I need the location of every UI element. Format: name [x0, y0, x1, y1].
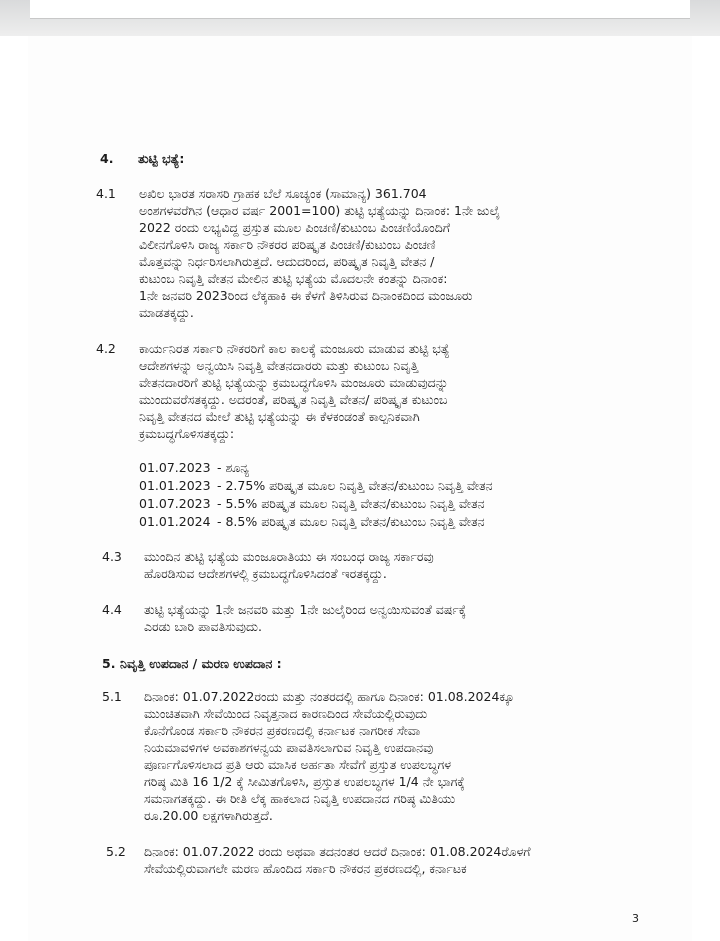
paragraph-line: ಕ್ರಮಬದ್ಧಗೊಳಿಸತಕ್ಕದ್ದು: [139, 426, 235, 441]
paragraph-number: 5.1 [102, 689, 122, 704]
paragraph-line: ಗರಿಷ್ಠ ಮಿತಿ 16 1/2 ಕ್ಕೆ ಸೀಮಿತಗೊಳಿಸಿ, ಪ್ರಸ್ತುತ ಉಪಲಬ್ಧಗಳ 1/4 ನೇ ಭಾಗಕ್ಕೆ [144, 774, 465, 789]
paragraph-line: 2022 ರಂದು ಲಭ್ಯವಿದ್ದ ಪ್ರಸ್ತುತ ಮೂಲ ಪಿಂಚಣಿ/ಕುಟುಂಬ ಪಿಂಚಣಿಯೊಂದಿಗೆ [139, 220, 451, 235]
paragraph-line: ರೂ.20.00 ಲಕ್ಷಗಳಾಗಿರುತ್ತದೆ. [144, 808, 273, 823]
paragraph-line: ಮೊತ್ತವನ್ನು ನಿರ್ಧರಿಸಲಾಗಿರುತ್ತದೆ. ಆದುದರಿಂದ, ಪರಿಷ್ಕೃತ ನಿವೃತ್ತಿ ವೇತನ / [139, 254, 435, 269]
paragraph-number: 4.4 [102, 602, 122, 617]
schedule-row [139, 478, 493, 494]
paragraph-line: 1ನೇ ಜನವರಿ 2023ರಿಂದ ಲೆಕ್ಕಹಾಕಿ ಈ ಕೆಳಗೆ ತಿಳಿಸಿರುವ ದಿನಾಂಕದಿಂದ ಮಂಜೂರು [139, 288, 473, 303]
schedule-text: - ಶೂನ್ಯ [217, 460, 249, 475]
paragraph-line: ನಿವೃತ್ತಿ ವೇತನದ ಮೇಲೆ ತುಟ್ಟಿ ಭತ್ಯೆಯನ್ನು ಈ ಕೆಳಕಂಡಂತೆ ಕಾಲ್ಪನಿಕವಾಗಿ [139, 409, 420, 424]
paragraph-line: ಆದೇಶಗಳನ್ನು ಅನ್ವಯಿಸಿ ನಿವೃತ್ತಿ ವೇತನದಾರರು ಮತ್ತು ಕುಟುಂಬ ನಿವೃತ್ತಿ [139, 358, 419, 373]
paragraph-line: ಹೊರಡಿಸುವ ಆದೇಶಗಳಲ್ಲಿ ಕ್ರಮಬದ್ಧಗೊಳಿಸಿದಂತೆ ಇರತಕ್ಕದ್ದು. [144, 566, 387, 581]
paragraph-line: ಮುಂಚಿತವಾಗಿ ಸೇವೆಯಿಂದ ನಿವೃತ್ತನಾದ ಕಾರಣದಿಂದ ಸೇವೆಯಲ್ಲಿರುವುದು [144, 706, 428, 721]
paragraph-line: ಪೂರ್ಣಗೊಳಿಸಲಾದ ಪ್ರತಿ ಆರು ಮಾಸಿಕ ಅರ್ಹತಾ ಸೇವೆಗೆ ಪ್ರಸ್ತುತ ಉಪಲಬ್ಧಗಳ [144, 757, 451, 772]
section-title: ತುಟ್ಟಿ ಭತ್ಯೆ: [138, 151, 185, 166]
paragraph-number: 4.2 [96, 341, 116, 356]
paragraph-number: 5.2 [106, 844, 126, 859]
paragraph-line: ಮುಂದಿನ ತುಟ್ಟಿ ಭತ್ಯೆಯ ಮಂಜೂರಾತಿಯು ಈ ಸಂಬಂಧ ರಾಜ್ಯ ಸರ್ಕಾರವು [144, 549, 434, 564]
paragraph-line: ದಿನಾಂಕ: 01.07.2022 ರಂದು ಅಥವಾ ತದನಂತರ ಆದರೆ ದಿನಾಂಕ: 01.08.2024ರೊಳಗೆ [144, 844, 531, 859]
paragraph-line: ಸಮನಾಗತಕ್ಕದ್ದು. ಈ ರೀತಿ ಲೆಕ್ಕ ಹಾಕಲಾದ ನಿವೃತ್ತಿ ಉಪದಾನದ ಗರಿಷ್ಠ ಮಿತಿಯು [144, 791, 456, 806]
paragraph-line: ವೇತನದಾರರಿಗೆ ತುಟ್ಟಿ ಭತ್ಯೆಯನ್ನು ಕ್ರಮಬದ್ಧಗೊಳಿಸಿ ಮಂಜೂರು ಮಾಡುವುದನ್ನು [139, 375, 449, 390]
section-number: 5. [102, 656, 116, 671]
paragraph-line: ಎರಡು ಬಾರಿ ಪಾವತಿಸುವುದು. [144, 619, 262, 634]
schedule-row [139, 460, 249, 476]
paragraph-line: ನಿಯಮಾವಳಿಗಳ ಅವಕಾಶಗಳನ್ವಯ ಪಾವತಿಸಲಾಗುವ ನಿವೃತ್ತಿ ಉಪದಾನವು [144, 740, 434, 755]
schedule-text: - 2.75% ಪರಿಷ್ಕೃತ ಮೂಲ ನಿವೃತ್ತಿ ವೇತನ/ಕುಟುಂಬ ನಿವೃತ್ತಿ ವೇತನ [217, 478, 493, 493]
page-number: 3 [632, 912, 639, 925]
paragraph-line: ಅಖಿಲ ಭಾರತ ಸರಾಸರಿ ಗ್ರಾಹಕ ಬೆಲೆ ಸೂಚ್ಯಂಕ (ಸಾಮಾನ್ಯ) 361.704 [139, 186, 427, 201]
paragraph-line: ಸೇವೆಯಲ್ಲಿರುವಾಗಲೇ ಮರಣ ಹೊಂದಿದ ಸರ್ಕಾರಿ ನೌಕರನ ಪ್ರಕರಣದಲ್ಲಿ, ಕರ್ನಾಟಕ [144, 861, 467, 876]
previous-page-edge [30, 0, 690, 19]
document-page [28, 36, 692, 941]
paragraph-line: ದಿನಾಂಕ: 01.07.2022ರಂದು ಮತ್ತು ನಂತರದಲ್ಲಿ ಹಾಗೂ ದಿನಾಂಕ: 01.08.2024ಕ್ಕೂ [144, 689, 515, 704]
paragraph-line: ಮಾಡತಕ್ಕದ್ದು. [139, 305, 194, 320]
section-number: 4. [100, 151, 114, 166]
schedule-text: - 5.5% ಪರಿಷ್ಕೃತ ಮೂಲ ನಿವೃತ್ತಿ ವೇತನ/ಕುಟುಂಬ ನಿವೃತ್ತಿ ವೇತನ [217, 496, 485, 511]
paragraph-number: 4.1 [96, 186, 116, 201]
viewer-top-strip [0, 0, 720, 36]
paragraph-line: ಕುಟುಂಬ ನಿವೃತ್ತಿ ವೇತನ ಮೇಲಿನ ತುಟ್ಟಿ ಭತ್ಯೆಯ ಮೊದಲನೇ ಕಂತನ್ನು ದಿನಾಂಕ: [139, 271, 448, 286]
schedule-row [139, 514, 485, 530]
paragraph-line: ಕಾರ್ಯನಿರತ ಸರ್ಕಾರಿ ನೌಕರರಿಗೆ ಕಾಲ ಕಾಲಕ್ಕೆ ಮಂಜೂರು ಮಾಡುವ ತುಟ್ಟಿ ಭತ್ಯೆ [139, 341, 450, 356]
schedule-text: - 8.5% ಪರಿಷ್ಕೃತ ಮೂಲ ನಿವೃತ್ತಿ ವೇತನ/ಕುಟುಂಬ ನಿವೃತ್ತಿ ವೇತನ [217, 514, 485, 529]
paragraph-line: ಕೊನೆಗೊಂಡ ಸರ್ಕಾರಿ ನೌಕರನ ಪ್ರಕರಣದಲ್ಲಿ ಕರ್ನಾಟಕ ನಾಗರೀಕ ಸೇವಾ [144, 723, 421, 738]
paragraph-line: ಮುಂದುವರೆಸತಕ್ಕದ್ದು. ಅದರಂತೆ, ಪರಿಷ್ಕೃತ ನಿವೃತ್ತಿ ವೇತನ/ ಪರಿಷ್ಕೃತ ಕುಟುಂಬ [139, 392, 448, 407]
schedule-date: 01.07.2023 [139, 460, 211, 475]
paragraph-line: ಅಂಶಗಳವರೆಗಿನ (ಆಧಾರ ವರ್ಷ 2001=100) ತುಟ್ಟಿ ಭತ್ಯೆಯನ್ನು ದಿನಾಂಕ: 1ನೇ ಜುಲೈ [139, 203, 501, 218]
paragraph-line: ವಿಲೀನಗೊಳಿಸಿ ರಾಜ್ಯ ಸರ್ಕಾರಿ ನೌಕರರ ಪರಿಷ್ಕೃತ ಪಿಂಚಣಿ/ಕುಟುಂಬ ಪಿಂಚಣಿ [139, 237, 436, 252]
paragraph-number: 4.3 [102, 549, 122, 564]
section-title: ನಿವೃತ್ತಿ ಉಪದಾನ / ಮರಣ ಉಪದಾನ : [120, 656, 282, 671]
schedule-row [139, 496, 485, 512]
schedule-date: 01.01.2023 [139, 478, 211, 493]
schedule-date: 01.01.2024 [139, 514, 211, 529]
schedule-date: 01.07.2023 [139, 496, 211, 511]
paragraph-line: ತುಟ್ಟಿ ಭತ್ಯೆಯನ್ನು 1ನೇ ಜನವರಿ ಮತ್ತು 1ನೇ ಜುಲೈರಿಂದ ಅನ್ವಯಿಸುವಂತೆ ವರ್ಷಕ್ಕೆ [144, 602, 467, 617]
